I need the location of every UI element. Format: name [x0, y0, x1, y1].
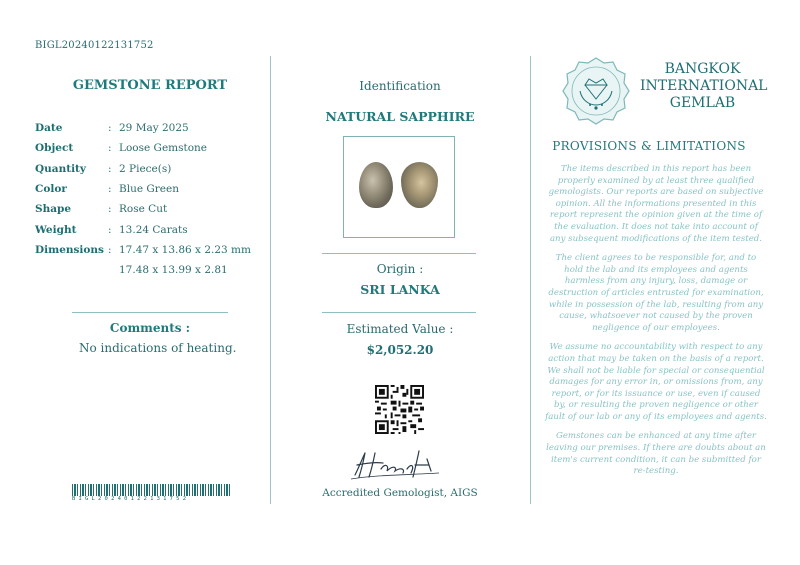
origin-label: Origin :: [376, 262, 424, 276]
detail-key: Shape: [35, 203, 72, 216]
gemstone-image: [359, 162, 393, 208]
lab-name-line: GEMLAB: [669, 95, 736, 111]
lab-name-line: BANGKOK: [664, 61, 741, 77]
detail-row-weight: Weight : 13.24 Carats: [35, 223, 188, 236]
estimated-value-label: Estimated Value :: [346, 322, 454, 336]
identification-value: NATURAL SAPPHIRE: [325, 109, 475, 124]
estimated-value: $2,052.20: [366, 343, 434, 357]
detail-value: 13.24 Carats: [119, 223, 188, 236]
divider-right: [530, 56, 531, 504]
lab-name-line: INTERNATIONAL: [640, 78, 768, 94]
detail-row-dimensions: Dimensions : 17.47 x 13.86 x 2.23 mm: [35, 243, 251, 256]
detail-row-date: Date : 29 May 2025: [35, 122, 189, 135]
comments-text: No indications of heating.: [79, 341, 237, 355]
detail-key: Dimensions: [35, 243, 104, 256]
origin-value: SRI LANKA: [360, 282, 440, 297]
detail-row-object: Object : Loose Gemstone: [35, 142, 208, 155]
middle-separator-top: [322, 253, 476, 254]
comments-title: Comments :: [109, 321, 191, 335]
provisions-paragraph: The items described in this report has been properly examined by at least three qualified gemologists. Our reports are based on subjective opinion. All the informations presented in this report represent the opinion given at the time of the evaluation. It does not take into account of any subsequent modifications of the item tested.: [548, 164, 764, 244]
provisions-paragraph: Gemstones can be enhanced at any time after leaving our premises. If there are doubts about an item's current condition, it can be submitted for re-testing.: [546, 431, 766, 477]
provisions-body: [545, 164, 767, 486]
middle-separator-bottom: [322, 312, 476, 313]
lab-name: [640, 61, 768, 112]
barcode: [72, 484, 230, 496]
qr-code-icon: [375, 385, 424, 434]
detail-key: Object: [35, 142, 74, 155]
detail-value: 17.47 x 13.86 x 2.23 mm: [119, 243, 251, 256]
detail-value: 2 Piece(s): [119, 162, 172, 175]
signature-icon: [345, 445, 445, 483]
provisions-paragraph: The client agrees to be responsible for, and to hold the lab and its employees and agents harmless from any injury, loss, damage or destruction of articles entrusted for examination, while in possession of the lab, resulting from any cause, whatsoever not caused by the proven negligence of our employees.: [548, 253, 764, 333]
detail-value: Loose Gemstone: [119, 142, 208, 155]
detail-value: Rose Cut: [119, 203, 168, 216]
barcode-text: BIGL20240122131752: [72, 496, 190, 502]
gem-crown-seal-icon: [560, 55, 632, 127]
detail-row-quantity: Quantity : 2 Piece(s): [35, 162, 172, 175]
accredited-gemologist: Accredited Gemologist, AIGS: [322, 487, 478, 499]
detail-value: 29 May 2025: [119, 122, 189, 135]
detail-value: 17.48 x 13.99 x 2.81: [119, 264, 228, 277]
identification-label: Identification: [359, 79, 441, 93]
gemstone-image: [401, 162, 438, 208]
provisions-paragraph: We assume no accountability with respect to any action that may be taken on the basis of a report. We shall not be liable for special or consequential damages for any error in, or omissions from, any report, or for its issuance or use, even if caused by, or resulting the proven negligence or other fault of our lab or any of its employees and agents.: [545, 342, 767, 422]
detail-key: Date: [35, 122, 63, 135]
report-title: GEMSTONE REPORT: [72, 78, 228, 93]
detail-row-color: Color : Blue Green: [35, 183, 179, 196]
detail-row-dimensions-2: [35, 260, 251, 280]
detail-key: Quantity: [35, 162, 87, 175]
detail-key: Weight: [35, 223, 77, 236]
detail-row-shape: Shape : Rose Cut: [35, 203, 168, 216]
report-number: BIGL20240122131752: [35, 40, 154, 51]
provisions-title: PROVISIONS & LIMITATIONS: [552, 139, 746, 153]
details-table: [35, 118, 251, 280]
left-separator: [72, 312, 228, 313]
detail-value: Blue Green: [119, 183, 179, 196]
gemstone-photo: [343, 136, 455, 238]
detail-key: Color: [35, 183, 67, 196]
